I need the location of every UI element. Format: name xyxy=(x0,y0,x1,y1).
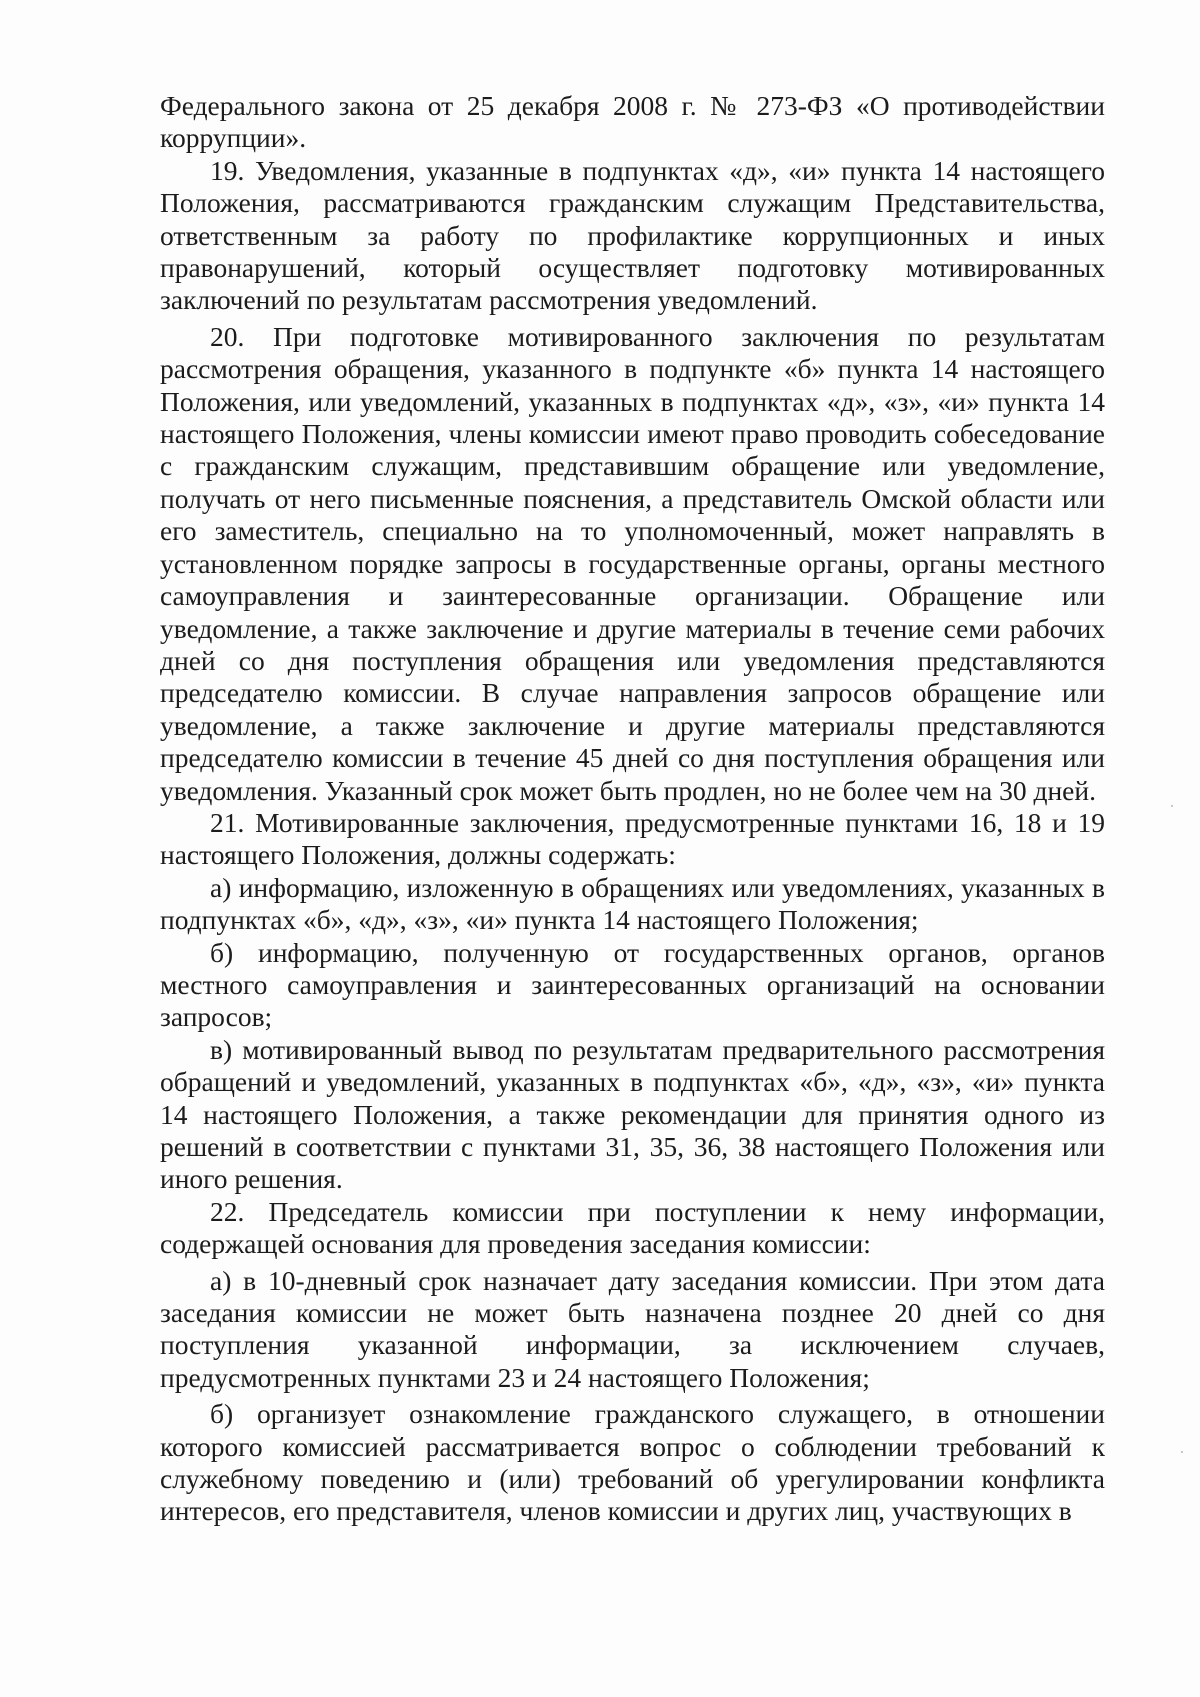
paragraph-22-b: б) организует ознакомление гражданского служащего, в отношении которого комиссией рассматривается вопрос о соблюдении требований к служебному поведению и (или) требований об урегулировании конфликта интересов, его представителя, членов комиссии и других лиц, участвующих в xyxy=(160,1398,1105,1527)
paragraph-20: 20. При подготовке мотивированного заключения по результатам рассмотрения обращения, указанного в подпункте «б» пункта 14 настоящего Положения, или уведомлений, указанных в подпунктах «д», «з», «и» пункта 14 настоящего Положения, члены комиссии имеют право проводить собеседование с гражданским служащим, представившим обращение или уведомление, получать от него письменные пояснения, а представитель Омской области или его заместитель, специально на то уполномоченный, может направлять в установленном порядке запросы в государственные органы, органы местного самоуправления и заинтересованные организации. Обращение или уведомление, а также заключение и другие материалы в течение семи рабочих дней со дня поступления обращения или уведомления представляются председателю комиссии. В случае направления запросов обращение или уведомление, а также заключение и другие материалы представляются председателю комиссии в течение 45 дней со дня поступления обращения или уведомления. Указанный срок может быть продлен, но не более чем на 30 дней. xyxy=(160,320,1105,806)
paragraph-21: 21. Мотивированные заключения, предусмотренные пунктами 16, 18 и 19 настоящего Положения, должны содержать: xyxy=(160,806,1105,871)
paragraph-21-v: в) мотивированный вывод по результатам предварительного рассмотрения обращений и уведомлений, указанных в подпунктах «б», «д», «з», «и» пункта 14 настоящего Положения, а также рекомендации для принятия одного из решений в соответствии с пунктами 31, 35, 36, 38 настоящего Положения или иного решения. xyxy=(160,1033,1105,1195)
paragraph-21-b: б) информацию, полученную от государственных органов, органов местного самоуправления и заинтересованных организаций на основании запросов; xyxy=(160,936,1105,1033)
document-body xyxy=(160,90,1105,1528)
paragraph-22-a: а) в 10-дневный срок назначает дату заседания комиссии. При этом дата заседания комиссии не может быть назначена позднее 20 дней со дня поступления указанной информации, за исключением случаев, предусмотренных пунктами 23 и 24 настоящего Положения; xyxy=(160,1264,1105,1393)
scan-speck xyxy=(1171,805,1173,807)
scan-speck xyxy=(1181,1451,1183,1453)
paragraph-continuation: Федерального закона от 25 декабря 2008 г. № 273-ФЗ «О противодействии коррупции». xyxy=(160,90,1105,154)
paragraph-21-a: а) информацию, изложенную в обращениях или уведомлениях, указанных в подпунктах «б», «д», «з», «и» пункта 14 настоящего Положения; xyxy=(160,871,1105,936)
paragraph-19: 19. Уведомления, указанные в подпунктах «д», «и» пункта 14 настоящего Положения, рассматриваются гражданским служащим Представительства, ответственным за работу по профилактике коррупционных и иных правонарушений, который осуществляет подготовку мотивированных заключений по результатам рассмотрения уведомлений. xyxy=(160,154,1105,316)
paragraph-22: 22. Председатель комиссии при поступлении к нему информации, содержащей основания для проведения заседания комиссии: xyxy=(160,1195,1105,1260)
